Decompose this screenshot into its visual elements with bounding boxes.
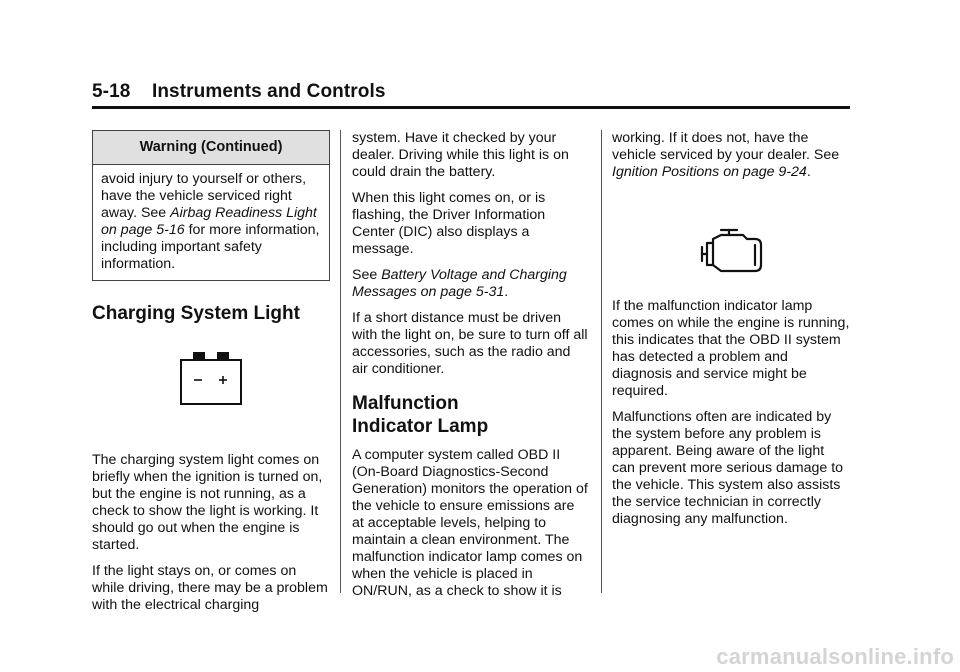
warning-box: [92, 130, 330, 281]
charging-para-1: The charging system light comes on briefly when the ignition is turned on, but the engine is not running, as a check to show the light is working. It should go out when the engine is started.: [92, 452, 323, 553]
charging-para-4: When this light comes on, or is flashing, the Driver Information Center (DIC) also displays a message.: [352, 190, 546, 257]
battery-voltage-link[interactable]: Battery Voltage and Charging Messages on page 5-31: [352, 267, 567, 300]
warning-title: Warning (Continued): [93, 131, 329, 165]
watermark: carmanualsonline.info: [716, 644, 954, 669]
ignition-positions-link[interactable]: Ignition Positions on page 9-24: [612, 164, 807, 180]
malfunction-para-4: Malfunctions often are indicated by the system before any problem is apparent. Being aware of the light can prevent more serious damage to the vehicle. This system also assists the service technician in correctly diagnosing any malfunction.: [612, 409, 844, 527]
charging-para-3: system. Have it checked by your dealer. Driving while this light is on could drain the battery.: [352, 130, 569, 180]
charging-para-6: If a short distance must be driven with the light on, be sure to turn off all accessories, such as the radio and air conditioner.: [352, 310, 588, 377]
warning-body: avoid injury to yourself or others, have the vehicle serviced right away. See Airbag Readiness Light on page 5-16 for more information, including important safety information.: [101, 171, 320, 272]
malfunction-para-3: If the malfunction indicator lamp comes on while the engine is running, this indicates that the OBD II system has detected a problem and diagnosis and service might be required.: [612, 298, 850, 399]
column-3: [612, 130, 850, 537]
malfunction-heading-line-2: Indicator Lamp: [352, 416, 489, 437]
battery-icon: [179, 352, 243, 406]
column-2: [352, 130, 590, 609]
engine-icon: [699, 227, 765, 279]
page-number: 5-18: [92, 81, 131, 102]
charging-para-2: If the light stays on, or comes on while driving, there may be a problem with the electrical charging: [92, 563, 328, 613]
section-title: Instruments and Controls: [151, 81, 386, 102]
charging-heading: Charging System Light: [92, 303, 300, 324]
battery-icon-wrap: [92, 352, 330, 452]
malfunction-heading-line-1: Malfunction: [352, 393, 459, 414]
malfunction-para-1: A computer system called OBD II (On-Board Diagnostics-Second Generation) monitors the operation of the vehicle to ensure emissions are at acceptable levels, helping to maintain a clean environment. The malfunction indicator lamp comes on when the vehicle is placed in ON/RUN, as a check to show it is: [352, 447, 588, 599]
column-divider-2: [601, 130, 602, 593]
column-1: [92, 130, 330, 623]
engine-icon-wrap: [612, 190, 850, 298]
charging-para-5: See Battery Voltage and Charging Messages on page 5-31.: [352, 267, 567, 300]
malfunction-para-2: working. If it does not, have the vehicle serviced by your dealer. See Ignition Positions on page 9-24.: [612, 130, 840, 180]
page-header: [92, 80, 850, 109]
column-divider-1: [340, 130, 341, 593]
warning-link[interactable]: Airbag Readiness Light on page 5-16: [101, 205, 317, 238]
